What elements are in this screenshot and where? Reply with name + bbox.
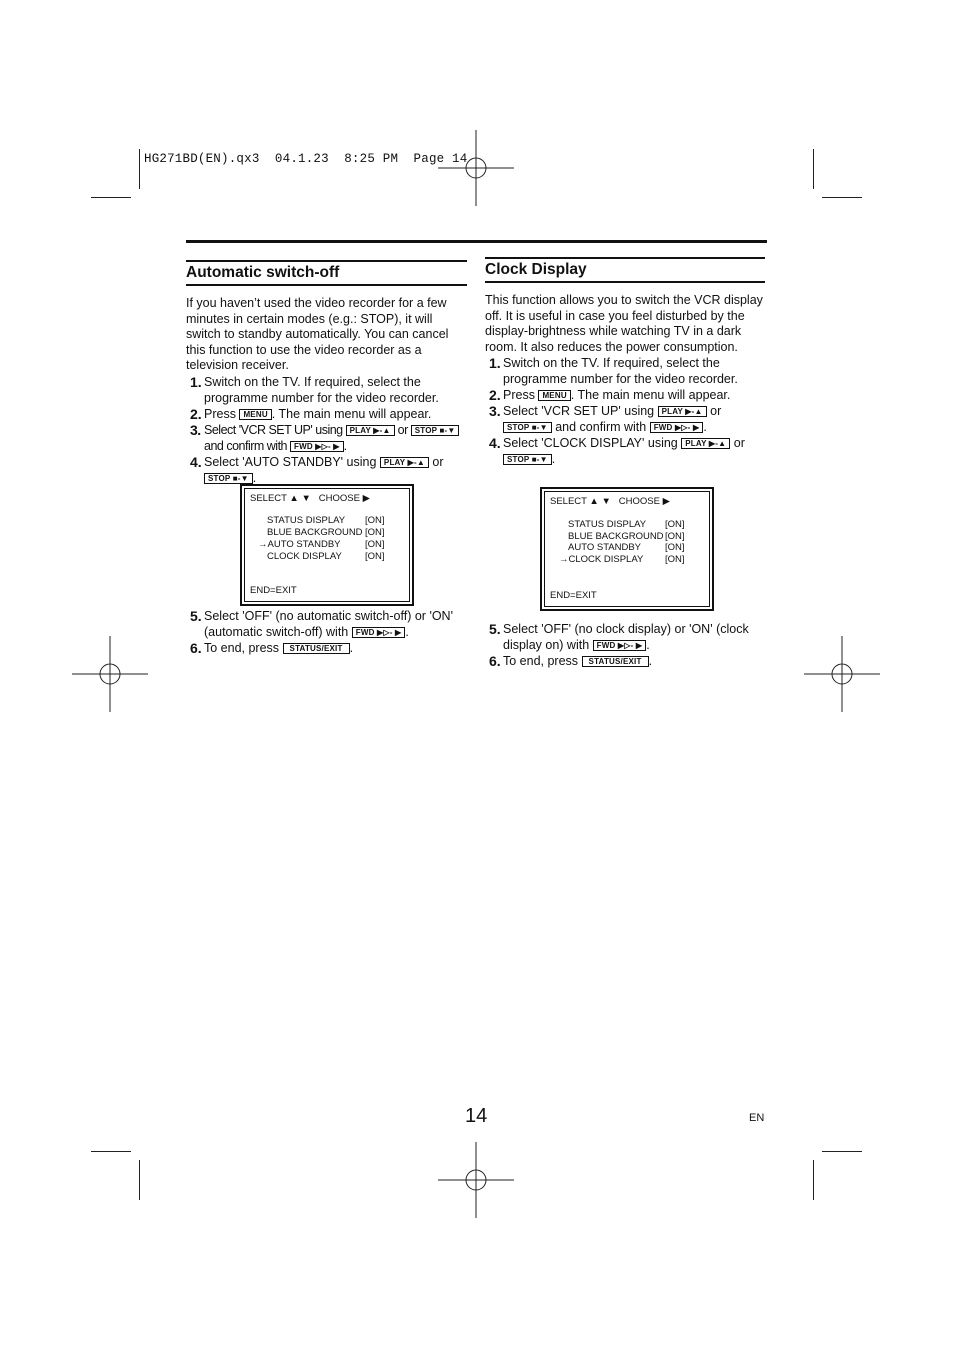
screen-item-value: [ON] [365,551,385,562]
page-number: 14 [465,1105,488,1127]
step-6: 6. To end, press STATUS/EXIT . [489,653,653,669]
screen-item-label: STATUS DISPLAY [267,515,346,526]
fwd-key: FWD ▶▷- ▶ [290,441,344,452]
step-4: 4. Select 'CLOCK DISPLAY' using PLAY ▶-▲ or STOP ■-▼ . [489,435,745,466]
play-key: PLAY ▶-▲ [346,425,395,436]
step-6: 6. To end, press STATUS/EXIT . [190,640,354,656]
registration-mark-icon [804,636,880,712]
stop-key: STOP ■-▼ [204,473,253,484]
play-key: PLAY ▶-▲ [380,457,429,468]
screen-item-label: STATUS DISPLAY [568,519,647,530]
registration-mark-icon [438,130,514,206]
step-2: 2. Press MENU . The main menu will appear. [489,387,731,403]
registration-mark-icon [438,1142,514,1218]
section-title: Automatic switch-off [186,260,467,286]
crop-mark [139,149,140,189]
screen-header: SELECT ▲ ▼ CHOOSE ▶ [550,496,670,507]
screen-item-label: →AUTO STANDBY [258,539,341,550]
screen-item-label: BLUE BACKGROUND [267,527,363,538]
section-clock-display [485,257,765,467]
crop-mark [91,197,131,198]
status-exit-key: STATUS/EXIT [582,656,649,667]
screen-footer: END=EXIT [250,585,297,596]
top-rule [186,240,767,243]
status-exit-key: STATUS/EXIT [283,643,350,654]
registration-mark-icon [72,636,148,712]
fwd-key: FWD ▶▷- ▶ [650,422,704,433]
step-5: 5. Select 'OFF' (no automatic switch-off) or 'ON' (automatic switch-off) with FWD ▶▷- ▶ . [190,608,453,639]
screen-item-value: [ON] [665,519,685,530]
screen-item-value: [ON] [365,539,385,550]
language-code: EN [749,1112,765,1124]
step-4: 4. Select 'AUTO STANDBY' using PLAY ▶-▲ or STOP ■-▼ . [190,453,444,485]
crop-mark [822,197,862,198]
step-1: 1. Switch on the TV. If required, select the programme number for the video recorder. [489,355,738,386]
stop-key: STOP ■-▼ [411,425,460,436]
step-2: 2. Press MENU . The main menu will appear. [190,405,432,422]
screen-item-label: CLOCK DISPLAY [267,551,342,562]
screen-item-value: [ON] [365,527,385,538]
screen-item-value: [ON] [665,554,685,565]
section-clock-display-end [485,621,765,669]
play-key: PLAY ▶-▲ [681,438,730,449]
play-key: PLAY ▶-▲ [658,406,707,417]
crop-mark [822,1151,862,1152]
section-automatic-switch-off [186,260,467,486]
section-automatic-switch-off-end [186,608,467,656]
menu-key: MENU [538,390,570,401]
screen-item-label: AUTO STANDBY [568,542,642,553]
screen-item-value: [ON] [665,531,685,542]
print-slug: HG271BD(EN).qx3 04.1.23 8:25 PM Page 14 [144,152,468,166]
screen-item-label: BLUE BACKGROUND [568,531,664,542]
step-5: 5. Select 'OFF' (no clock display) or 'ON' (clock display on) with FWD ▶▷- ▶ . [489,621,749,652]
stop-key: STOP ■-▼ [503,422,552,433]
menu-screen [240,484,414,606]
menu-screen [540,487,714,611]
step-1: 1. Switch on the TV. If required, select the programme number for the video recorder. [190,373,439,405]
step-3: 3. Select 'VCR SET UP' using PLAY ▶-▲ or STOP ■-▼ and confirm with FWD ▶▷- ▶ . [489,403,722,434]
crop-mark [91,1151,131,1152]
fwd-key: FWD ▶▷- ▶ [352,627,406,638]
crop-mark [813,1160,814,1200]
screen-item-value: [ON] [665,542,685,553]
intro-text: If you haven’t used the video recorder for a few minutes in certain modes (e.g.: STOP), it will switch to standby automatically. You can cancel this function to use the video recorder as a television receiver. [186,296,449,372]
screen-item-value: [ON] [365,515,385,526]
menu-key: MENU [239,409,271,420]
screen-header: SELECT ▲ ▼ CHOOSE ▶ [250,493,370,504]
stop-key: STOP ■-▼ [503,454,552,465]
step-3: 3. Select 'VCR SET UP' using PLAY ▶-▲ or STOP ■-▼ and confirm with FWD ▶▷- ▶ . [186,422,467,454]
section-title: Clock Display [485,257,765,283]
screen-item-label: →CLOCK DISPLAY [559,554,644,565]
screen-footer: END=EXIT [550,590,597,601]
crop-mark [139,1160,140,1200]
crop-mark [813,149,814,189]
fwd-key: FWD ▶▷- ▶ [593,640,647,651]
intro-text: This function allows you to switch the VCR display off. It is useful in case you feel disturbed by the display-brightness while watching TV in a dark room. It also reduces the power consumption. [485,293,763,354]
